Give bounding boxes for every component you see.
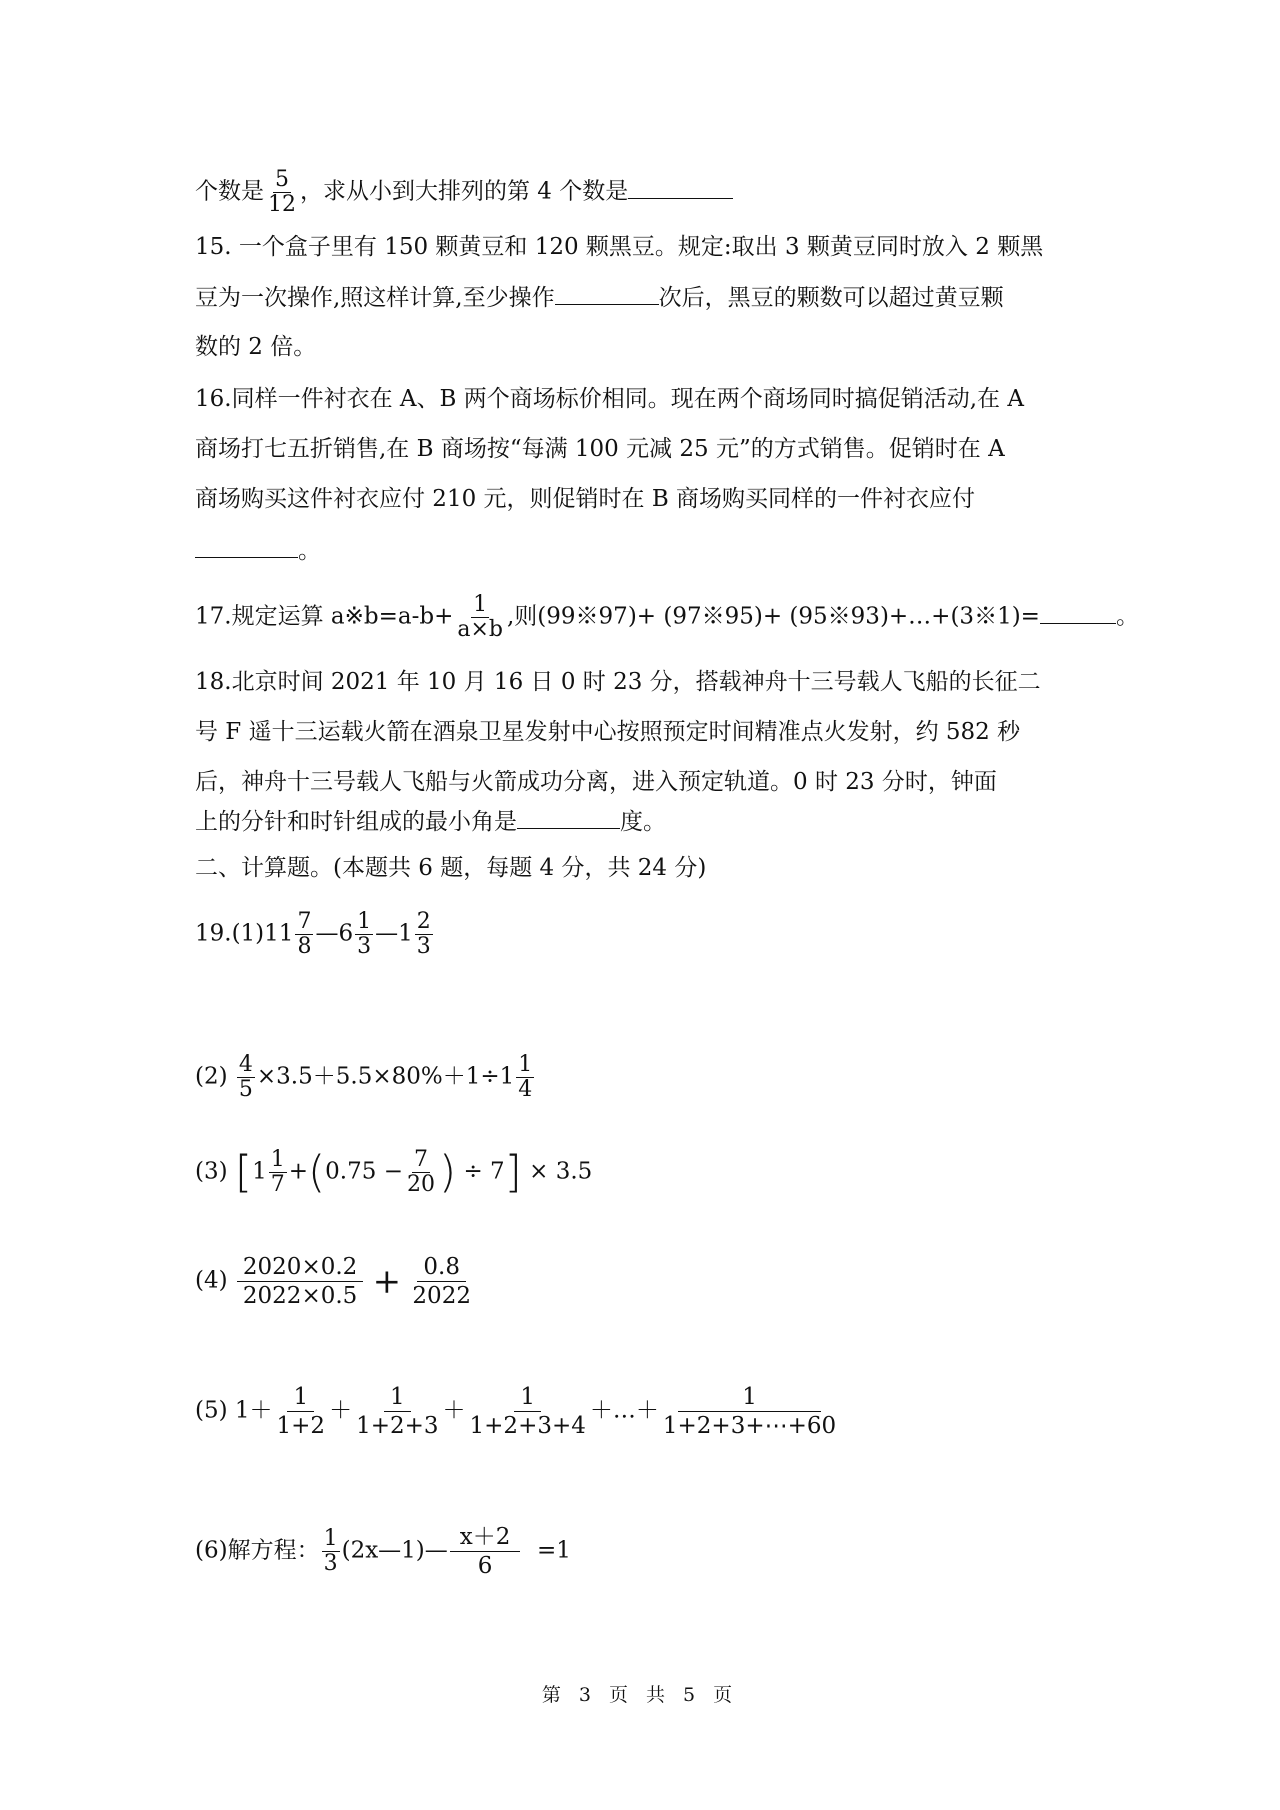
q14-answer-blank[interactable]: [628, 176, 733, 199]
q15-answer-blank[interactable]: [555, 282, 659, 305]
q16-line2: 商场打七五折销售,在 B 商场按“每满 100 元减 25 元”的方式销售。促销时在 A: [195, 436, 1005, 462]
q16-line3: 商场购买这件衬衣应付 210 元，则促销时在 B 商场购买同样的一件衬衣应付: [195, 486, 976, 512]
q16-line4: 。: [195, 535, 321, 566]
q18-line3: 后，神舟十三号载人飞船与火箭成功分离，进入预定轨道。0 时 23 分时，钟面: [195, 769, 997, 795]
q19-part1: 19.(1)11 $\frac{7}{8}$ —6 $\frac{1}{3}$ —1 $\frac{2}{3}$: [195, 909, 431, 959]
q17-answer-blank[interactable]: [1040, 601, 1116, 624]
q19-part3: (3) [1 $\frac{1}{7}$ +(0.75 − $\frac{7}{20}$ ) ÷ 7] × 3.5: [195, 1146, 593, 1198]
q16-line1: 16.同样一件衬衣在 A、B 两个商场标价相同。现在两个商场同时搞促销活动,在 A: [195, 386, 1024, 412]
q14-prefix: 个数是: [195, 178, 264, 205]
q19-part2: (2) $\frac{4}{5}$ ×3.5＋5.5×80%＋1÷1 $\frac{1}{4}$: [195, 1052, 533, 1102]
q14-fraction: $\frac{5}{12}$: [268, 167, 296, 217]
page-footer: 第 3 页 共 5 页: [541, 1684, 739, 1706]
q19-part5: (5) 1＋ $\frac{1}{1+2}$ ＋ $\frac{1}{1+2+3}$ ＋ $\frac{1}{1+2+3+4}$ ＋…＋ $\frac{1}{1+2+3+\cdots+60}$: [195, 1384, 837, 1439]
q15-line2: 豆为一次操作,照这样计算,至少操作 次后，黑豆的颗数可以超过黄豆颗: [195, 282, 1004, 313]
q18-line1: 18.北京时间 2021 年 10 月 16 日 0 时 23 分，搭载神舟十三号载人飞船的长征二: [195, 669, 1041, 695]
q16-answer-blank[interactable]: [195, 535, 298, 558]
q15-line1: 15. 一个盒子里有 150 颗黄豆和 120 颗黑豆。规定:取出 3 颗黄豆同时放入 2 颗黑: [195, 234, 1044, 260]
q17-fraction: $\frac{1}{a\times b}$: [457, 592, 503, 642]
q17: 17.规定运算 a※b=a-b+ $\frac{1}{a\times b}$ ,则(99※97)+ (97※95)+ (95※93)+…+(3※1)= 。: [195, 592, 1139, 642]
q18-line2: 号 F 遥十三运载火箭在酒泉卫星发射中心按照预定时间精准点火发射，约 582 秒: [195, 719, 1021, 745]
q15-line3: 数的 2 倍。: [195, 334, 317, 360]
q19-part4: (4) $\frac{2020\times 0.2}{2022\times 0.5}$ + $\frac{0.8}{2022}$: [195, 1254, 471, 1309]
section2-heading: 二、计算题。(本题共 6 题，每题 4 分，共 24 分): [195, 855, 707, 881]
q14-suffix: ，求从小到大排列的第 4 个数是: [300, 178, 629, 205]
q14-continuation: [195, 168, 733, 217]
q18-line4: 上的分针和时针组成的最小角是 度。: [195, 806, 666, 837]
q18-answer-blank[interactable]: [517, 806, 620, 829]
q19-part6: (6)解方程： $\frac{1}{3}$ (2x—1)— $\frac{x+2}{6}$ =1: [195, 1524, 571, 1579]
